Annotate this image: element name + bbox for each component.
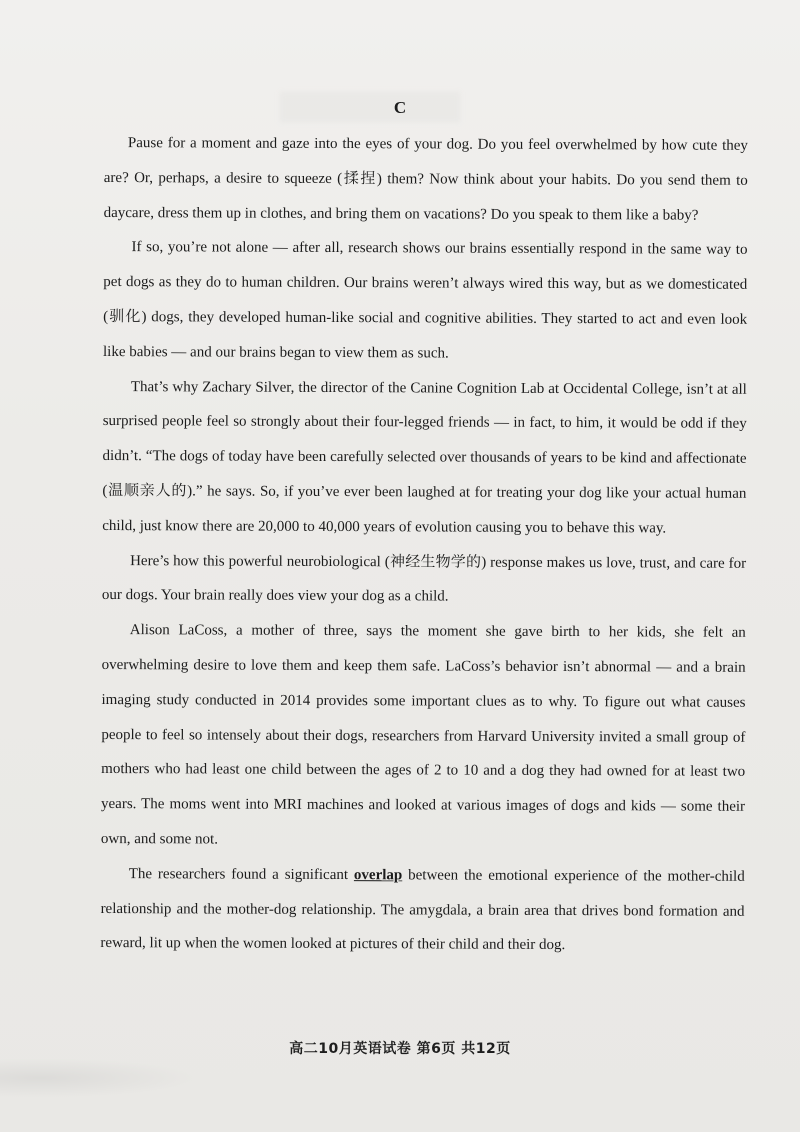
paragraph-5: Alison LaCoss, a mother of three, says the moment she gave birth to her kids, she felt an overwhelming desire to love them and keep them safe. LaCoss’s behavior isn’t abnormal — and a brain imaging study conducted in 2014 provides some important clues as to why. To figure out what causes people to feel so intensely about their dogs, researchers from Harvard University invited a small group of mothers who had least one child between the ages of 2 to 10 and a dog they had owned for at least two years. The moms went into MRI machines and looked at various images of dogs and kids — some their own, and some not. [100,622,746,848]
passage [100,126,748,964]
paragraph-6-before: The researchers found a significant [128,865,354,883]
paragraph-4: Here’s how this powerful neurobiological (神经生物学的) response makes us love, trust, and care for our dogs. Your brain really does view your dog as a child. [101,552,747,605]
scan-smudge [0,1058,200,1098]
section-letter: C [393,98,407,117]
paragraph-6 [100,857,744,964]
paragraph-2: If so, you’re not alone — after all, research shows our brains essentially respond in the same way to pet dogs as they do to human children. Our brains weren’t always wired this way, but as we domesticated (驯化) dogs, they developed human-like social and cognitive abilities. They started to act and even look like babies — and our brains began to view them as such. [102,239,748,362]
paragraph-3: That’s why Zachary Silver, the director of the Canine Cognition Lab at Occidental College, isn’t at all surprised people feel so strongly about their four-legged friends — in fact, to him, it would be odd if they didn’t. “The dogs of today have been carefully selected over thousands of years to be kind and affectionate (温顺亲人的).” he says. So, if you’ve ever been laughed at for treating your dog like your actual human child, just know there are 20,000 to 40,000 years of evolution causing you to behave this way. [102,378,747,537]
page-footer: 高二10月英语试卷 第6页 共12页 [289,1041,511,1057]
paragraph-1: Pause for a moment and gaze into the eyes of your dog. Do you feel overwhelmed by how cute they are? Or, perhaps, a desire to squeeze (揉捏) them? Now think about your habits. Do you send them to daycare, dress them up in clothes, and bring them on vacations? Do you speak to them like a baby? [103,135,748,224]
paragraph-6-after: between the emotional experience of the mother-child relationship and the mother-dog relationship. The amygdala, a brain area that drives bond formation and reward, lit up when the women looked at pictures of their child and their dog. [100,867,745,954]
underlined-word: overlap [353,866,403,884]
